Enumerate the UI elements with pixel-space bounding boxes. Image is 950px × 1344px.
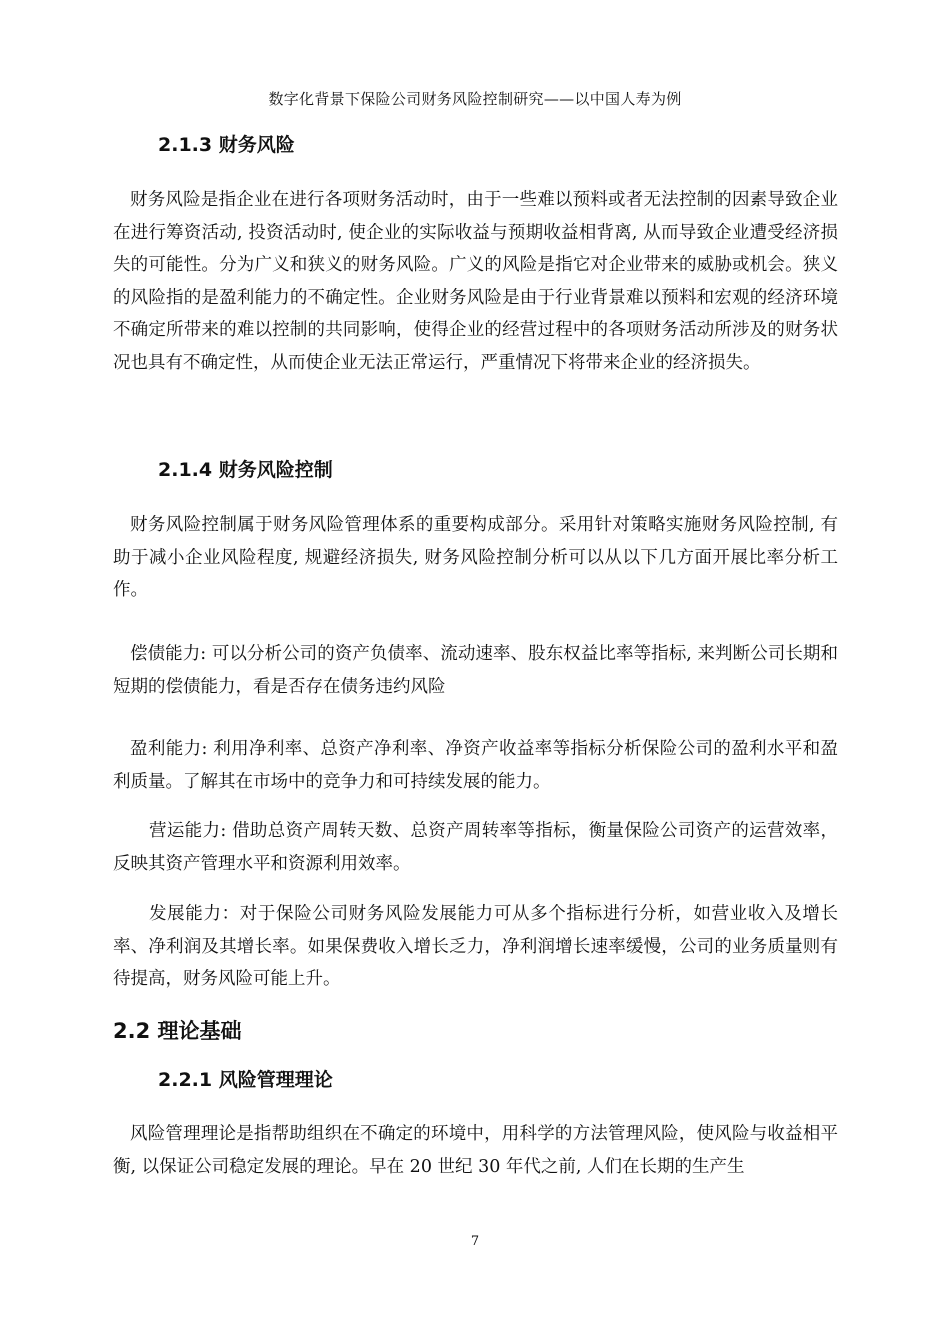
page-number: 7 <box>470 1234 480 1249</box>
paragraph-development-ability: 发展能力：对于保险公司财务风险发展能力可从多个指标进行分析，如营业收入及增长率、净利润及其增长率。如果保费收入增长乏力，净利润增长速率缓慢，公司的业务质量则有待提高，财务风险可能上升。 <box>113 904 838 989</box>
paragraph-solvency: 偿债能力: 可以分析公司的资产负债率、流动速率、股东权益比率等指标, 来判断公司长期和短期的偿债能力，看是否存在债务违约风险 <box>113 644 838 697</box>
paragraph-risk-management-theory: 风险管理理论是指帮助组织在不确定的环境中，用科学的方法管理风险，使风险与收益相平衡, 以保证公司稳定发展的理论。早在 20 世纪 30 年代之前, 人们在长期的生产生 <box>113 1124 838 1177</box>
section-heading-2-1-4: 2.1.4 财务风险控制 <box>158 459 333 481</box>
section-heading-2-2: 2.2 理论基础 <box>113 1019 242 1043</box>
paragraph-risk-control: 财务风险控制属于财务风险管理体系的重要构成部分。采用针对策略实施财务风险控制, 有助于减小企业风险程度, 规避经济损失, 财务风险控制分析可以从以下几方面开展比率分析工作。 <box>113 515 838 600</box>
paragraph-operating-ability: 营运能力: 借助总资产周转天数、总资产周转率等指标，衡量保险公司资产的运营效率，反映其资产管理水平和资源利用效率。 <box>113 821 838 874</box>
section-heading-2-1-3: 2.1.3 财务风险 <box>158 134 295 156</box>
section-heading-2-2-1: 2.2.1 风险管理理论 <box>158 1069 333 1091</box>
running-header: 数字化背景下保险公司财务风险控制研究——以中国人寿为例 <box>268 90 682 108</box>
paragraph-profitability: 盈利能力: 利用净利率、总资产净利率、净资产收益率等指标分析保险公司的盈利水平和盈利质量。了解其在市场中的竞争力和可持续发展的能力。 <box>113 739 838 792</box>
paragraph-financial-risk: 财务风险是指企业在进行各项财务活动时，由于一些难以预料或者无法控制的因素导致企业在进行筹资活动, 投资活动时, 使企业的实际收益与预期收益相背离, 从而导致企业遭受经济损失的可能性。分为广义和狭义的财务风险。广义的风险是指它对企业带来的威胁或机会。狭义的风险指的是盈利能力的不确定性。企业财务风险是由于行业背景难以预料和宏观的经济环境不确定所带来的难以控制的共同影响，使得企业的经营过程中的各项财务活动所涉及的财务状况也具有不确定性，从而使企业无法正常运行，严重情况下将带来企业的经济损失。 <box>113 190 838 373</box>
